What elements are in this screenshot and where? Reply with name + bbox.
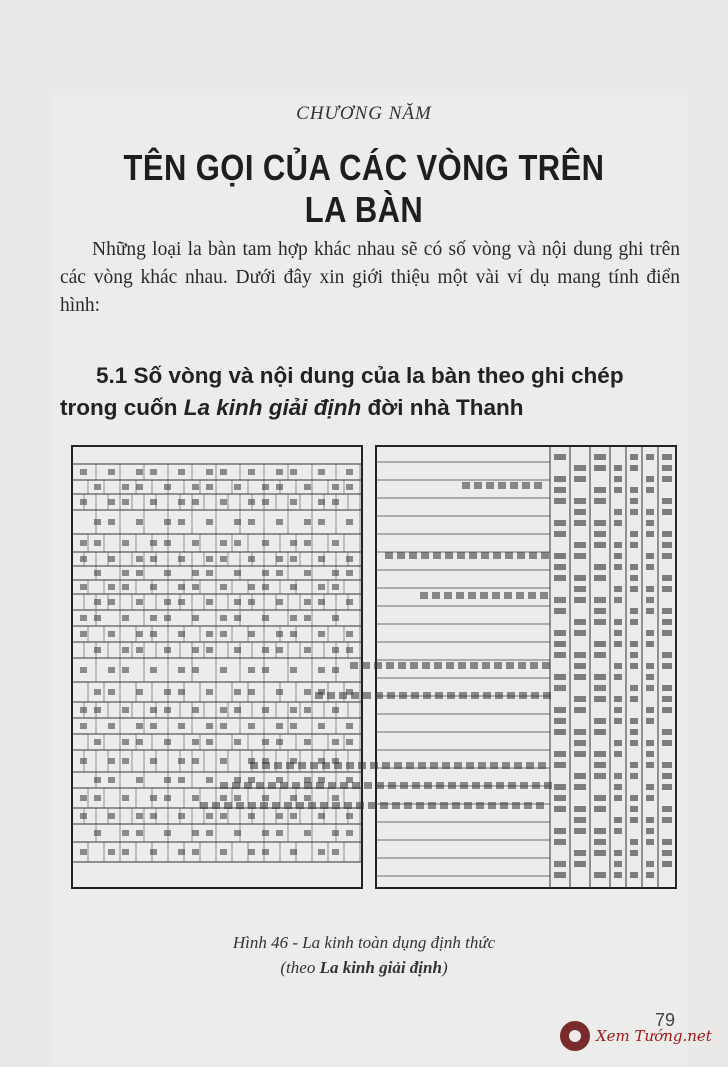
caption-line2-suffix: ) — [441, 958, 448, 977]
intro-paragraph — [60, 236, 680, 320]
page-number: 79 — [655, 1010, 676, 1030]
caption-book-title: La kinh giải định — [319, 958, 442, 977]
yin-yang-logo-icon — [560, 1021, 590, 1051]
watermark — [560, 1016, 720, 1056]
section-heading-line1: 5.1 Số vòng và nội dung của la bàn theo ghi chép — [96, 363, 624, 388]
caption-line2-prefix: (theo — [280, 958, 320, 977]
chapter-title: TÊN GỌI CỦA CÁC VÒNG TRÊN LA BÀN — [123, 147, 605, 230]
caption-line1: Hình 46 - La kinh toàn dụng định thức — [232, 933, 496, 952]
watermark-text: Xem Tướng.net — [596, 1027, 712, 1045]
chapter-label: CHƯƠNG NĂM — [296, 103, 432, 124]
section-heading — [60, 360, 680, 424]
caption-line2 — [0, 955, 728, 980]
section-heading-book-title: La kinh giải định — [183, 395, 362, 420]
section-heading-line2-prefix: trong cuốn — [60, 395, 184, 420]
figure-caption — [0, 930, 728, 980]
compass-figure-image — [70, 442, 678, 894]
compass-table-drawing — [70, 442, 678, 894]
section-heading-line2-suffix: đời nhà Thanh — [361, 395, 524, 420]
intro-text: Những loại la bàn tam hợp khác nhau sẽ có số vòng và nội dung ghi trên các vòng khác nhau. Dưới đây xin giới thiệu một vài ví dụ mang tính điển hình: — [60, 239, 680, 316]
